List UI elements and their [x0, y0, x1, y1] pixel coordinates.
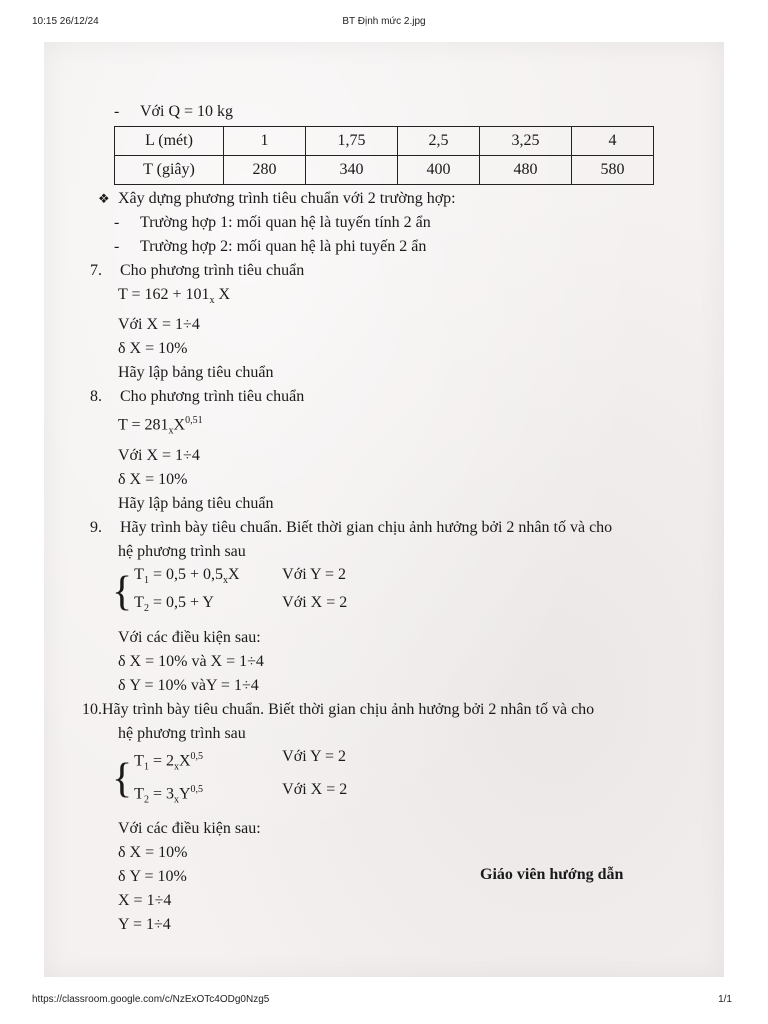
q9-title-2: hệ phương trình sau	[118, 542, 246, 560]
q7-number: 7.	[90, 262, 102, 279]
brace-icon: {	[112, 755, 133, 802]
q8-equation: $T = 281_xX^{0,51}$	[118, 415, 203, 437]
q9-number: 9.	[90, 518, 102, 536]
q10-eq-2: $T_2 = 3_xY^{0,5}$ Với X = 2	[134, 779, 347, 812]
q7-range: Với X = 1÷4	[118, 316, 200, 334]
q10-number: 10.	[82, 701, 102, 719]
q-line	[90, 100, 680, 124]
q10-title: 10.Hãy trình bày tiêu chuẩn. Biết thời gian chịu ảnh hưởng bởi 2 nhân tố và cho	[82, 701, 595, 719]
q9-eq-1-cond: Với Y = 2	[282, 565, 347, 583]
table-cell: 580	[571, 156, 653, 185]
q9-eq-1: $T_1 = 0,5 + 0,5_xX$ Với Y = 2	[134, 564, 347, 592]
q8-title: 8. Cho phương trình tiêu chuẩn	[90, 385, 680, 409]
q10-cond-2: δ Y = 10%	[118, 868, 187, 886]
q8-task: Hãy lập bảng tiêu chuẩn	[118, 494, 274, 512]
table-row	[115, 127, 654, 156]
dash: -	[114, 214, 120, 231]
q10-cond-1: δ X = 10%	[118, 844, 188, 862]
print-datetime: 10:15 26/12/24	[32, 16, 99, 27]
q10-cond-title: Với các điều kiện sau:	[118, 820, 261, 838]
table-cell: 280	[224, 156, 306, 185]
table-row	[115, 156, 654, 185]
q10-cond-4: Y = 1÷4	[118, 916, 171, 934]
q7-equation: $T = 162 + 101_x$ X	[118, 286, 231, 307]
print-url: https://classroom.google.com/c/NzExOTc4ODg0Nzg5	[32, 994, 270, 1005]
table-cell: T (giây)	[115, 156, 224, 185]
q8-number: 8.	[90, 388, 102, 406]
q10-eq-2-cond: Với X = 2	[282, 780, 348, 798]
q10-eq-1: $T_1 = 2_xX^{0,5}$ Với Y = 2	[134, 746, 347, 779]
q9-cond-1: δ X = 10% và X = 1÷4	[118, 653, 264, 671]
document-body	[82, 98, 680, 937]
q7-delta: δ X = 10%	[118, 340, 188, 358]
table-cell: 4	[571, 127, 653, 156]
q9-eq-2-cond: Với X = 2	[282, 593, 348, 611]
table-cell: 480	[479, 156, 571, 185]
case-1: - Trường hợp 1: mối quan hệ là tuyến tính 2 ẩn	[90, 211, 680, 235]
brace-icon: {	[112, 568, 133, 615]
q9-cond-2: δ Y = 10% vàY = 1÷4	[118, 677, 259, 695]
data-table	[114, 126, 654, 185]
q7-task: Hãy lập bảng tiêu chuẩn	[118, 364, 274, 382]
q9-cond-title: Với các điều kiện sau:	[118, 629, 261, 647]
q10-system	[90, 746, 680, 811]
q-text: Với Q = 10 kg	[140, 103, 234, 120]
q7-title: 7. Cho phương trình tiêu chuẩn	[90, 259, 680, 283]
q9-system	[90, 564, 680, 620]
case-2: - Trường hợp 2: mối quan hệ là phi tuyến 2 ẩn	[90, 235, 680, 259]
print-page-number: 1/1	[718, 994, 732, 1005]
table-cell: 3,25	[479, 127, 571, 156]
q9-eq-2: $T_2 = 0,5 + Y$ Với X = 2	[134, 592, 347, 620]
table-cell: 340	[306, 156, 398, 185]
table-cell: 1,75	[306, 127, 398, 156]
table-cell: 2,5	[397, 127, 479, 156]
dash: -	[114, 103, 120, 120]
table-cell: 400	[397, 156, 479, 185]
q8-range: Với X = 1÷4	[118, 446, 200, 464]
q9-title: 9. Hãy trình bày tiêu chuẩn. Biết thời gian chịu ảnh hưởng bởi 2 nhân tố và cho	[90, 516, 680, 540]
print-title: BT Định mức 2.jpg	[342, 16, 426, 27]
table-cell: L (mét)	[115, 127, 224, 156]
build-task: ❖ Xây dựng phương trình tiêu chuẩn với 2 trường hợp:	[90, 187, 680, 211]
q8-delta: δ X = 10%	[118, 470, 188, 488]
q10-cond-3: X = 1÷4	[118, 892, 172, 910]
q10-title-2: hệ phương trình sau	[118, 725, 246, 743]
dash: -	[114, 238, 120, 255]
q10-eq-1-cond: Với Y = 2	[282, 748, 347, 766]
signature-label: Giáo viên hướng dẫn	[480, 866, 624, 883]
diamond-bullet-icon: ❖	[98, 191, 110, 206]
table-cell: 1	[224, 127, 306, 156]
